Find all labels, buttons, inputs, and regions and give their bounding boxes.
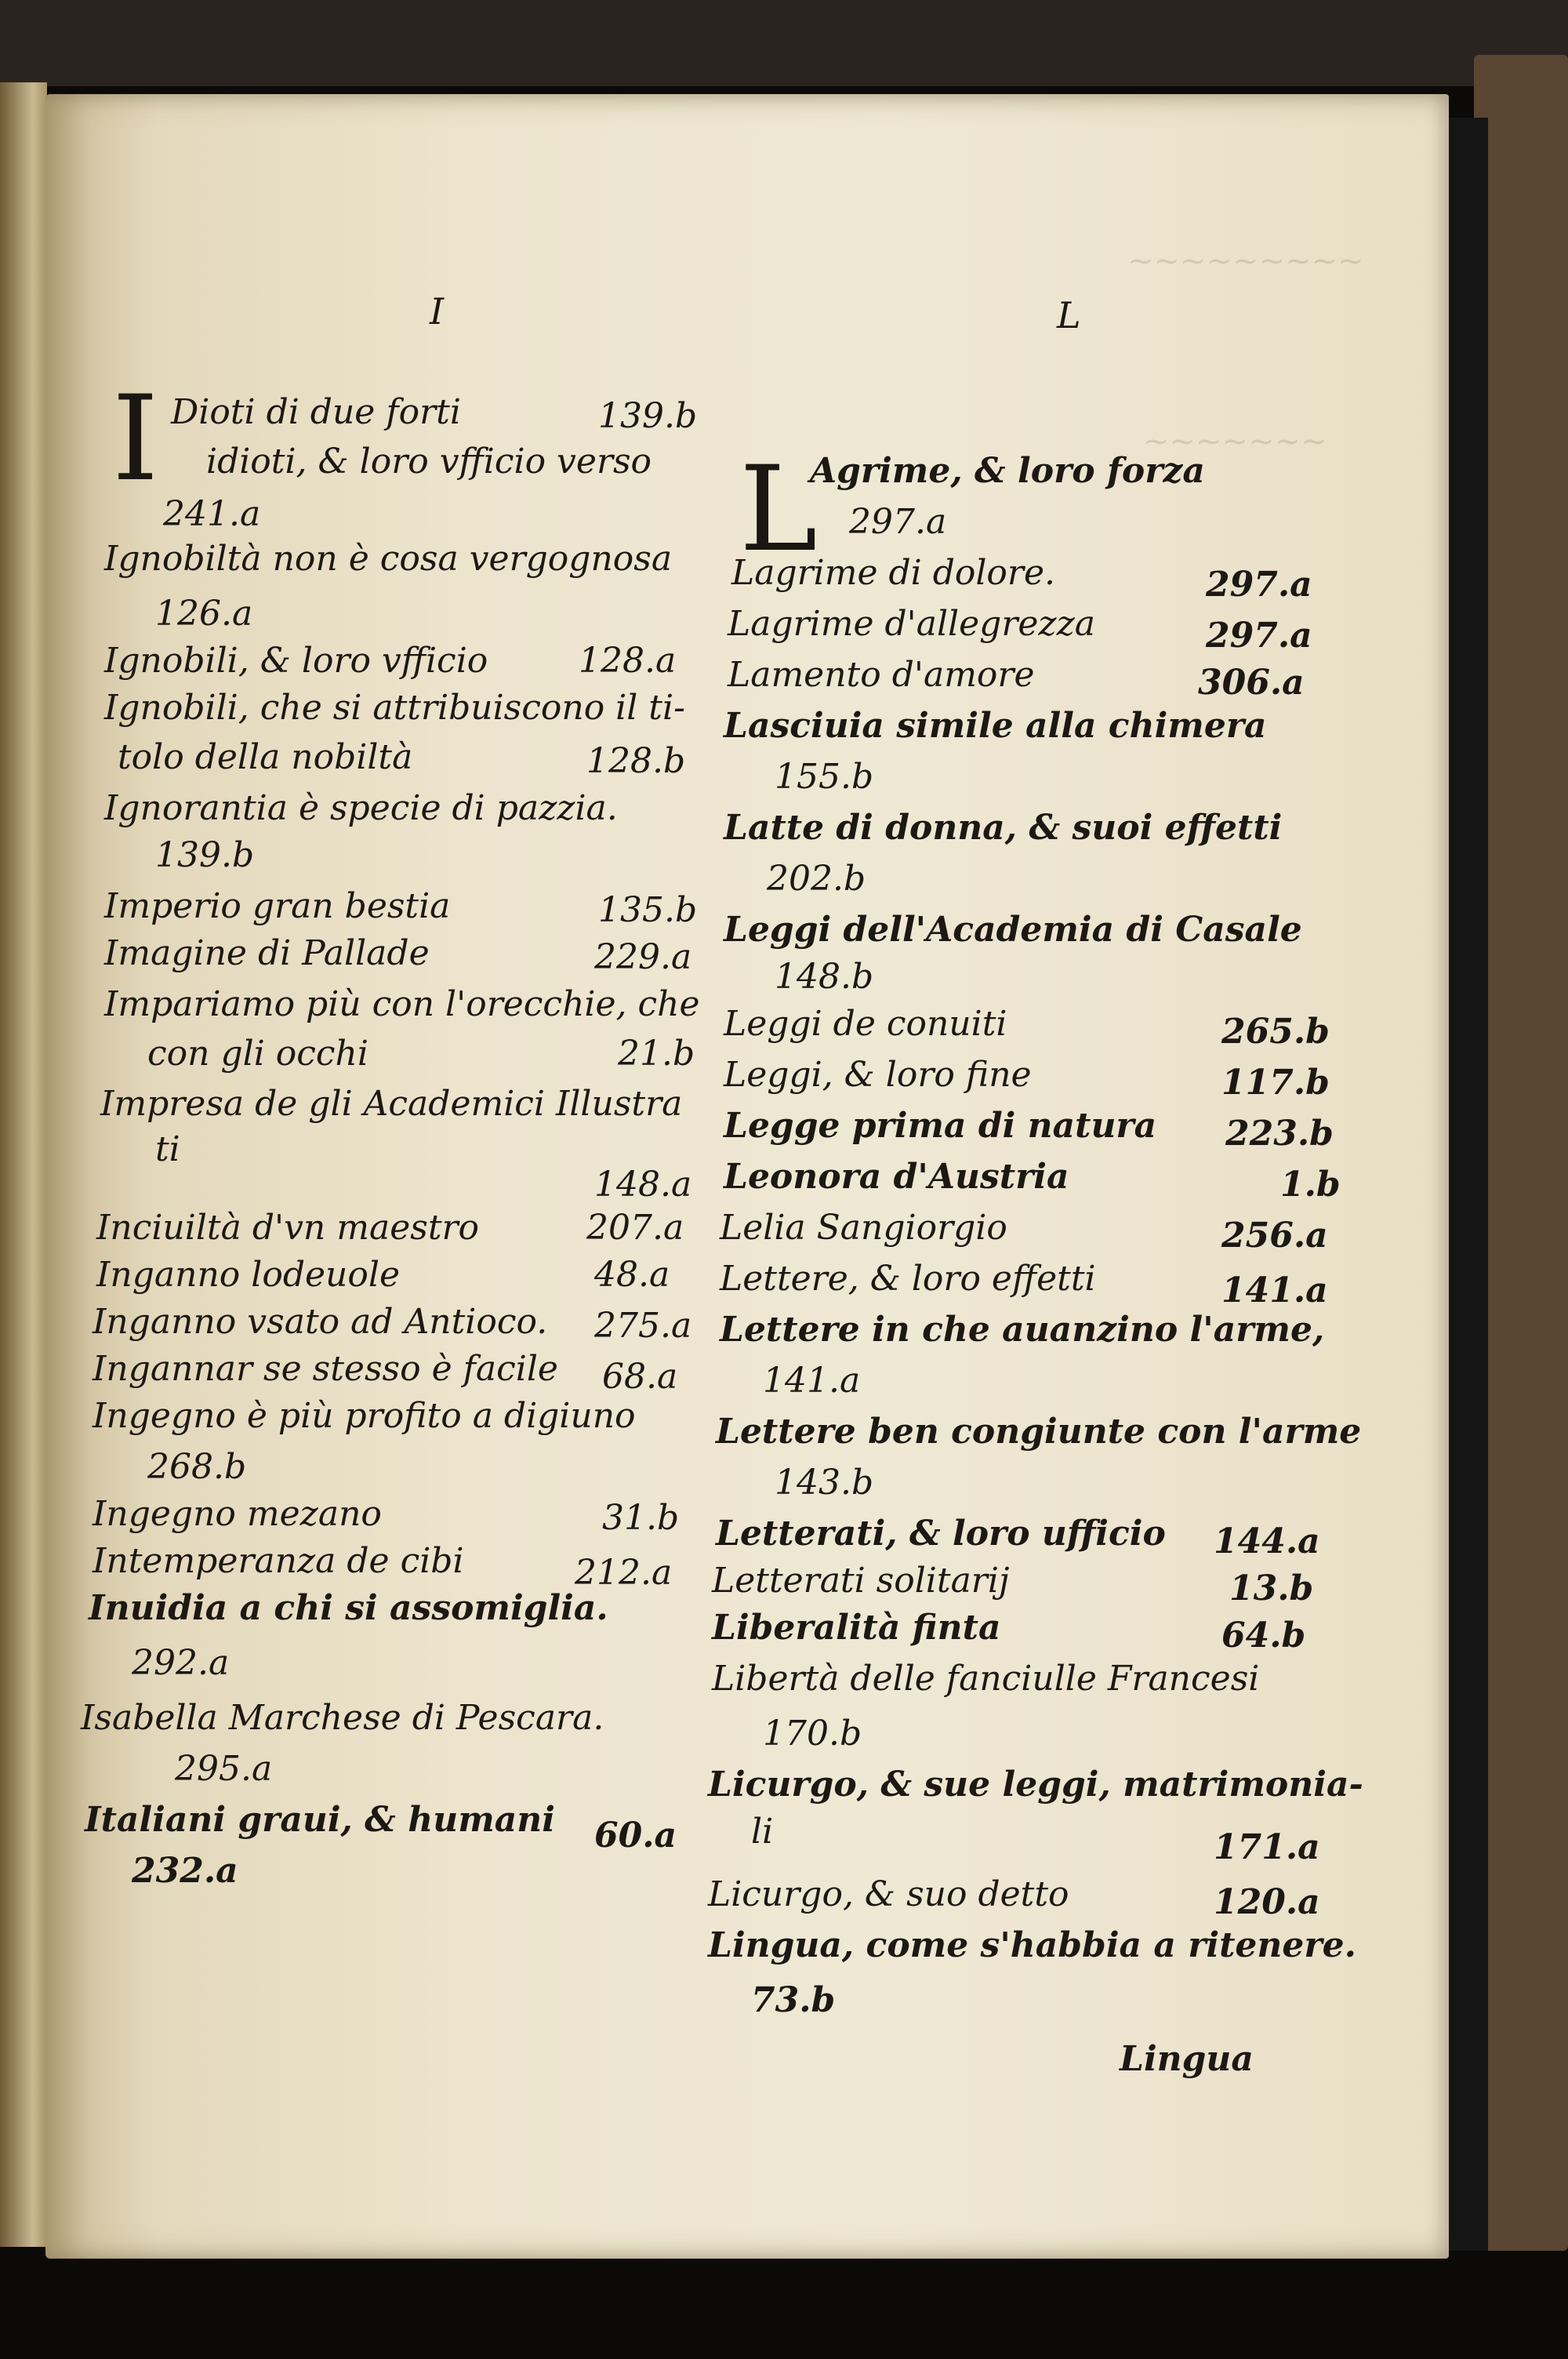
drop-cap-right: L [739, 442, 818, 578]
right-column-heading: L [1057, 294, 1081, 336]
index-entry: Letterati, & loro ufficio [716, 1514, 1166, 1554]
page-reference: 232.a [132, 1851, 238, 1891]
page-reference: 31.b [602, 1498, 680, 1538]
page-reference: 128.b [586, 741, 686, 781]
page-reference: 223.b [1225, 1114, 1334, 1154]
page-reference: 297.a [849, 502, 947, 542]
index-entry: Letterati solitarij [712, 1561, 1010, 1601]
page-reference: 265.b [1221, 1012, 1330, 1052]
bleed-through-mark: ~~~~~~~~~ [1127, 243, 1364, 279]
index-entry: Ingegno è più profito a digiuno [93, 1396, 636, 1436]
index-entry: Leonora d'Austria [724, 1157, 1069, 1197]
index-entry: Licurgo, & suo detto [708, 1874, 1069, 1914]
page-reference: 170.b [763, 1714, 862, 1754]
page-reference: 241.a [163, 494, 261, 534]
book-page [45, 94, 1449, 2259]
page-reference: 148.a [594, 1165, 692, 1205]
book-cover-top [0, 0, 1568, 86]
page-reference: 229.a [594, 937, 692, 977]
page-reference: 275.a [594, 1306, 692, 1346]
index-entry: Lingua, come s'habbia a ritenere. [708, 1925, 1356, 1965]
page-reference: 306.a [1198, 663, 1305, 703]
page-reference: 207.a [586, 1208, 684, 1248]
index-entry: Ignorantia è specie di pazzia. [104, 788, 618, 828]
index-entry: Imperio gran bestia [104, 886, 451, 926]
page-reference: 141.a [763, 1361, 861, 1401]
page-reference: 48.a [594, 1255, 670, 1295]
index-entry: Isabella Marchese di Pescara. [81, 1698, 604, 1738]
index-entry: Lagrime d'allegrezza [728, 604, 1095, 644]
index-entry: Inganno lodeuole [96, 1255, 400, 1295]
page-reference: 295.a [175, 1749, 273, 1789]
page-reference: 292.a [132, 1643, 230, 1683]
index-entry: Inciuiltà d'vn maestro [96, 1208, 480, 1248]
page-reference: 171.a [1214, 1827, 1320, 1867]
index-entry: con gli occhi [147, 1034, 368, 1074]
page-reference: 1.b [1280, 1165, 1341, 1205]
drop-cap-left: I [112, 371, 159, 507]
index-entry: Latte di donna, & suoi effetti [724, 808, 1283, 848]
index-entry: li [751, 1812, 774, 1852]
index-entry: Impresa de gli Academici Illustra [100, 1084, 683, 1124]
page-reference: 155.b [775, 757, 874, 797]
page-reference: 256.a [1221, 1216, 1328, 1256]
index-entry: Leggi dell'Academia di Casale [724, 910, 1302, 950]
index-entry: Lelia Sangiorgio [720, 1208, 1007, 1248]
index-entry: Ignobili, & loro vfficio [104, 641, 488, 681]
index-entry: Ingegno mezano [93, 1494, 382, 1534]
index-entry: Ignobili, che si attribuiscono il ti- [104, 688, 685, 728]
page-reference: 139.b [598, 396, 698, 436]
index-entry: Italiani graui, & humani [85, 1800, 555, 1840]
page-reference: 144.a [1214, 1521, 1320, 1561]
page-reference: 60.a [594, 1816, 677, 1856]
index-entry: Lasciuia simile alla chimera [724, 706, 1267, 746]
page-reference: 148.b [775, 957, 874, 997]
page-reference: 13.b [1229, 1568, 1314, 1608]
index-entry: Lettere in che auanzino l'arme, [720, 1310, 1325, 1350]
page-reference: 64.b [1221, 1616, 1306, 1656]
facing-page-edge [0, 82, 47, 2247]
page-reference: 120.a [1214, 1882, 1320, 1922]
page-reference: 268.b [147, 1447, 247, 1487]
index-entry: Ignobiltà non è cosa vergognosa [104, 539, 673, 579]
index-entry: Inuidia a chi si assomiglia. [89, 1588, 608, 1628]
left-column-heading: I [430, 290, 445, 333]
index-entry: tolo della nobiltà [118, 737, 413, 777]
page-reference: 202.b [767, 859, 866, 899]
page-reference: 139.b [155, 835, 255, 875]
bleed-through-mark: ~~~~~~~ [1143, 423, 1327, 460]
page-reference: 297.a [1206, 616, 1312, 656]
index-entry: ti [155, 1129, 180, 1169]
index-entry: Lagrime di dolore. [731, 553, 1055, 593]
index-entry: Leggi, & loro fine [724, 1055, 1032, 1095]
index-entry: Intemperanza de cibi [93, 1541, 464, 1581]
index-entry: Leggi de conuiti [724, 1004, 1007, 1044]
catchword: Lingua [1120, 2039, 1254, 2079]
page-reference: 141.a [1221, 1270, 1328, 1310]
page-reference: 212.a [575, 1553, 673, 1593]
page-reference: 135.b [598, 890, 698, 930]
index-entry: Lettere, & loro effetti [720, 1259, 1096, 1299]
page-reference: 143.b [775, 1463, 874, 1503]
index-entry: Liberalità finta [712, 1608, 1001, 1648]
page-reference: 68.a [602, 1357, 678, 1397]
index-entry: Impariamo più con l'orecchie, che [104, 984, 700, 1024]
index-entry: Ingannar se stesso è facile [93, 1349, 558, 1389]
index-entry: idioti, & loro vfficio verso [206, 442, 652, 482]
page-reference: 126.a [155, 594, 253, 634]
page-reference: 117.b [1221, 1063, 1330, 1103]
index-entry: Libertà delle fanciulle Francesi [712, 1659, 1260, 1699]
page-reference: 21.b [618, 1034, 695, 1074]
index-entry: Agrime, & loro forza [810, 451, 1205, 491]
book-cover-right [1474, 55, 1568, 2251]
index-entry: Inganno vsato ad Antioco. [93, 1302, 548, 1342]
page-reference: 128.a [579, 641, 677, 681]
page-reference: 73.b [751, 1980, 836, 2020]
index-entry: Lamento d'amore [728, 655, 1035, 695]
index-entry: Dioti di due forti [171, 392, 461, 432]
index-entry: Lettere ben congiunte con l'arme [716, 1412, 1362, 1452]
index-entry: Licurgo, & sue leggi, matrimonia- [708, 1765, 1363, 1805]
index-entry: Legge prima di natura [724, 1106, 1157, 1146]
page-reference: 297.a [1206, 565, 1312, 605]
index-entry: Imagine di Pallade [104, 933, 430, 973]
